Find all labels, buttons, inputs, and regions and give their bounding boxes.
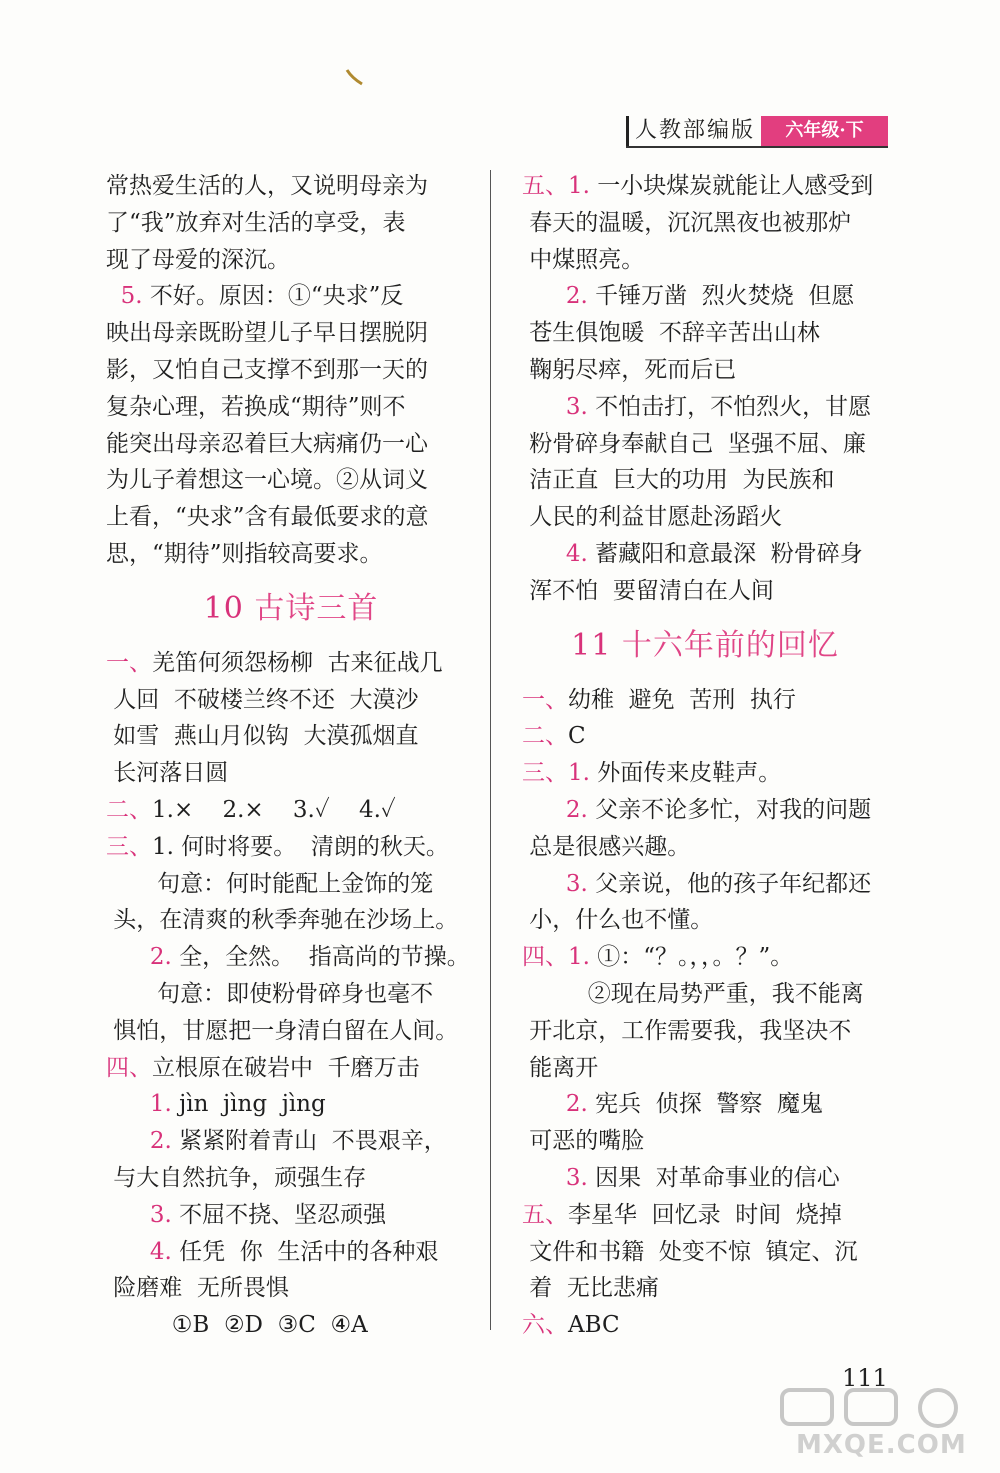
answer-line <box>106 1013 476 1050</box>
line-text: C <box>568 723 586 750</box>
answer-line <box>106 536 476 573</box>
answer-line <box>522 1123 888 1160</box>
item-number: 3. <box>522 870 588 897</box>
line-text: 不好。原因：①“央求”反 <box>142 283 404 310</box>
answer-line <box>106 499 476 536</box>
item-number: 3. <box>522 393 588 420</box>
line-text: 影，又怕自己支撑不到那一天的 <box>106 356 428 383</box>
answer-line <box>522 168 888 205</box>
watermark-logo <box>776 1386 986 1466</box>
answer-line <box>522 462 888 499</box>
answer-line <box>106 829 476 866</box>
line-text: 因果 对革命事业的信心 <box>587 1164 840 1191</box>
column-divider <box>490 170 491 1330</box>
line-text: 开北京，工作需要我，我坚决不 <box>522 1017 852 1044</box>
line-text: 紧紧附着青山 不畏艰辛， <box>171 1128 447 1155</box>
line-text: 映出母亲既盼望儿子早日摆脱阴 <box>106 320 428 347</box>
answer-line <box>106 1160 476 1197</box>
item-number: 五、1. <box>522 173 590 199</box>
line-text: 羌笛何须怨杨柳 古来征战几 <box>152 649 443 676</box>
answer-line <box>522 352 888 389</box>
answer-line <box>106 939 476 976</box>
answer-line <box>522 278 888 315</box>
line-text: 文件和书籍 处变不惊 镇定、沉 <box>522 1238 858 1265</box>
answer-line <box>522 536 888 573</box>
answer-line <box>522 1197 888 1234</box>
item-number: 二、 <box>522 723 568 750</box>
answer-line <box>106 1197 476 1234</box>
answer-line <box>106 426 476 463</box>
line-text: 父亲不论多忙，对我的问题 <box>587 796 872 823</box>
section-title <box>106 573 476 645</box>
item-number: 2. <box>522 796 588 823</box>
line-text: 蓄藏阳和意最深 粉骨碎身 <box>587 540 863 567</box>
line-text: 能离开 <box>522 1054 599 1081</box>
answer-line <box>522 755 888 792</box>
answer-line <box>522 1013 888 1050</box>
answer-line <box>106 718 476 755</box>
answer-line <box>106 645 476 682</box>
line-text: 粉骨碎身奉献自己 坚强不屈、廉 <box>522 430 866 457</box>
item-number: 1. <box>106 1091 172 1118</box>
line-text: 古诗三首 <box>243 590 379 626</box>
item-number: 3. <box>106 1201 172 1228</box>
answer-line <box>522 939 888 976</box>
answer-line <box>106 866 476 903</box>
answer-line <box>106 278 476 315</box>
line-text: 任凭 你 生活中的各种艰 <box>171 1238 439 1265</box>
answer-line <box>522 1160 888 1197</box>
line-text: 外面传来皮鞋声。 <box>589 760 782 787</box>
answer-line <box>522 389 888 426</box>
item-number: 2. <box>106 1128 172 1155</box>
line-text: 复杂心理，若换成“期待”则不 <box>106 393 406 420</box>
page-number: 111 <box>842 1364 888 1392</box>
answer-line <box>522 902 888 939</box>
line-text: 人回 不破楼兰终不还 大漠沙 <box>106 686 419 713</box>
answer-line <box>522 1270 888 1307</box>
grade-badge: 六年级·下 <box>761 116 888 146</box>
line-text: 春天的温暖，沉沉黑夜也被那炉 <box>522 209 852 236</box>
answer-line <box>106 462 476 499</box>
line-text: 人民的利益甘愿赴汤蹈火 <box>522 504 783 531</box>
answer-line <box>106 315 476 352</box>
answer-line <box>106 168 476 205</box>
line-text: 句意：即使粉骨碎身也毫不 <box>106 980 434 1007</box>
line-text: 十六年前的回忆 <box>611 627 839 663</box>
line-text: 常热爱生活的人，又说明母亲为 <box>106 173 428 199</box>
answer-line <box>106 1086 476 1123</box>
line-text: 全，全然。 指高尚的节操。 <box>171 944 470 971</box>
item-number: 2. <box>522 1091 588 1118</box>
line-text: 能突出母亲忍着巨大病痛仍一心 <box>106 430 428 457</box>
line-text: 1.× 2.× 3.✓ 4.✓ <box>152 796 396 823</box>
item-number: 一、 <box>106 649 152 676</box>
answer-line <box>106 902 476 939</box>
line-text: 立根原在破岩中 千磨万击 <box>152 1054 420 1081</box>
answer-line <box>522 829 888 866</box>
answer-line <box>522 573 888 610</box>
line-text: 总是很感兴趣。 <box>522 833 691 860</box>
answer-line <box>106 792 476 829</box>
line-text: ABC <box>568 1312 620 1339</box>
item-number: 5. <box>106 283 143 310</box>
answer-line <box>522 242 888 279</box>
line-text: 着 无比悲痛 <box>522 1275 659 1302</box>
line-text: 小，什么也不懂。 <box>522 907 714 934</box>
line-text: ②现在局势严重，我不能离 <box>522 980 864 1007</box>
answer-line <box>522 976 888 1013</box>
answer-line <box>106 242 476 279</box>
item-number: 3. <box>522 1164 588 1191</box>
line-text: 了“我”放弃对生活的享受，表 <box>106 209 406 236</box>
section-title <box>522 610 888 682</box>
answer-line <box>106 755 476 792</box>
answer-line <box>106 1307 476 1344</box>
line-text: 为儿子着想这一心境。②从词义 <box>106 467 428 494</box>
item-number: 4. <box>106 1238 172 1265</box>
line-text: 1. 何时将要。 清朗的秋天。 <box>152 833 449 860</box>
item-number: 三、1. <box>522 760 590 787</box>
item-number: 六、 <box>522 1312 568 1339</box>
line-text: 中煤照亮。 <box>522 246 645 273</box>
line-text: 头，在清爽的秋季奔驰在沙场上。 <box>106 907 459 934</box>
item-number: 四、1. <box>522 944 590 971</box>
answer-line <box>106 205 476 242</box>
item-number: 11 <box>571 627 612 663</box>
line-text: 父亲说，他的孩子年纪都还 <box>587 870 872 897</box>
line-text: 现了母爱的深沉。 <box>106 246 290 273</box>
watermark-text: MXQE.COM <box>796 1430 967 1460</box>
line-text: 浑不怕 要留清白在人间 <box>522 577 774 604</box>
answer-line <box>522 682 888 719</box>
answer-line <box>106 682 476 719</box>
line-text: jìn jìng jìng <box>171 1091 326 1118</box>
item-number: 2. <box>522 283 588 310</box>
answer-line <box>106 352 476 389</box>
line-text: 可恶的嘴脸 <box>522 1128 645 1155</box>
right-column <box>522 168 888 1344</box>
line-text: 千锤万凿 烈火焚烧 但愿 <box>587 283 855 310</box>
answer-line <box>522 866 888 903</box>
answer-line <box>522 1050 888 1087</box>
page-header <box>626 116 888 148</box>
item-number: 五、 <box>522 1201 568 1228</box>
line-text: 苍生俱饱暖 不辞辛苦出山林 <box>522 320 820 347</box>
answer-line <box>522 1307 888 1344</box>
line-text: 不屈不挠、坚忍顽强 <box>171 1201 387 1228</box>
line-text: 鞠躬尽瘁，死而后已 <box>522 356 737 383</box>
line-text: 上看，“央求”含有最低要求的意 <box>106 504 429 531</box>
line-text: 长河落日圆 <box>106 760 229 787</box>
answer-line <box>522 315 888 352</box>
item-number: 二、 <box>106 796 152 823</box>
line-text: 惧怕，甘愿把一身清白留在人间。 <box>106 1017 459 1044</box>
answer-line <box>522 718 888 755</box>
line-text: 李星华 回忆录 时间 烧掉 <box>568 1201 842 1228</box>
answer-line <box>106 1050 476 1087</box>
answer-line <box>522 1086 888 1123</box>
item-number: 2. <box>106 944 172 971</box>
answer-line <box>522 1234 888 1271</box>
line-text: 与大自然抗争，顽强生存 <box>106 1164 367 1191</box>
line-text: 思，“期待”则指较高要求。 <box>106 540 383 567</box>
answer-line <box>106 389 476 426</box>
line-text: 险磨难 无所畏惧 <box>106 1275 289 1302</box>
item-number: 一、 <box>522 686 568 713</box>
ink-mark-icon <box>344 68 366 88</box>
line-text: 如雪 燕山月似钩 大漠孤烟直 <box>106 723 419 750</box>
line-text: 一小块煤炭就能让人感受到 <box>589 173 874 199</box>
line-text: 句意：何时能配上金饰的笼 <box>106 870 434 897</box>
answer-line <box>106 1123 476 1160</box>
line-text: ①B ②D ③C ④A <box>106 1312 368 1339</box>
line-text: 不怕击打，不怕烈火，甘愿 <box>587 393 872 420</box>
answer-line <box>106 976 476 1013</box>
answer-line <box>522 792 888 829</box>
answer-line <box>522 499 888 536</box>
line-text: ①：“？。，，。？”。 <box>589 944 794 971</box>
item-number: 四、 <box>106 1054 152 1081</box>
item-number: 10 <box>203 590 244 626</box>
answer-line <box>106 1234 476 1271</box>
answer-line <box>106 1270 476 1307</box>
answer-line <box>522 205 888 242</box>
line-text: 宪兵 侦探 警察 魔鬼 <box>587 1091 823 1118</box>
left-column <box>106 168 476 1344</box>
line-text: 洁正直 巨大的功用 为民族和 <box>522 467 835 494</box>
line-text: 幼稚 避免 苦刑 执行 <box>568 686 796 713</box>
item-number: 三、 <box>106 833 152 860</box>
item-number: 4. <box>522 540 588 567</box>
answer-line <box>522 426 888 463</box>
edition-label: 人教部编版 <box>626 116 761 146</box>
